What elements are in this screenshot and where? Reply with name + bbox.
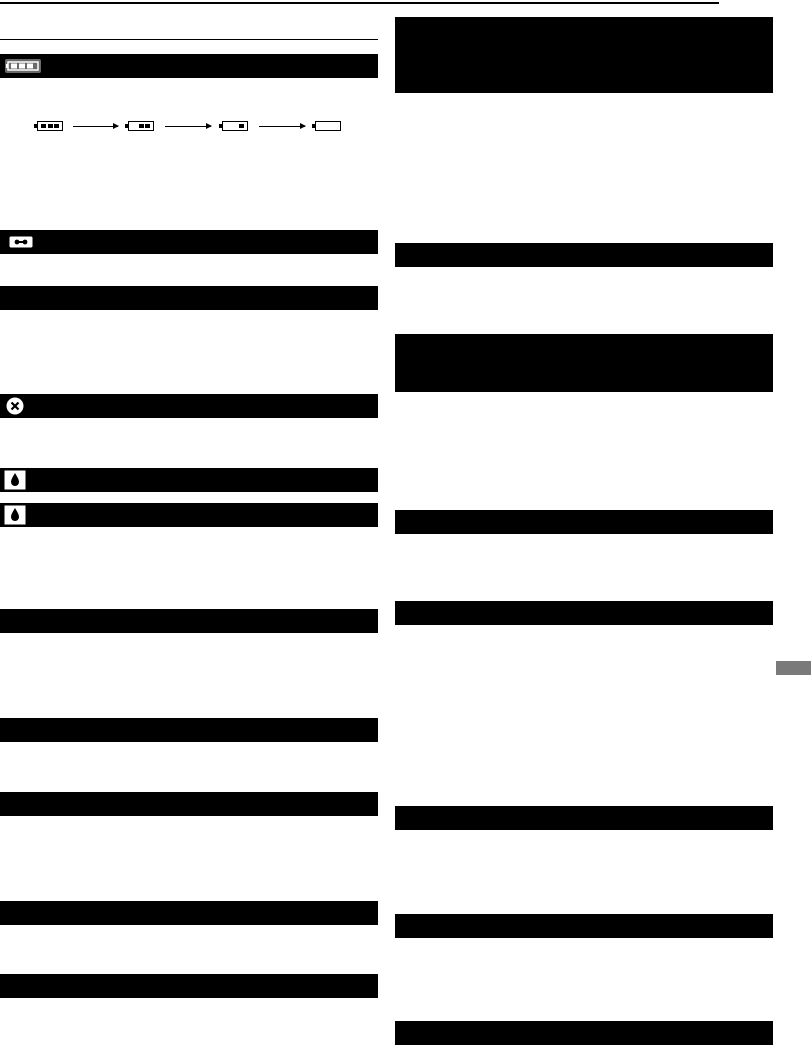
section-bar bbox=[395, 1021, 773, 1045]
section-bar bbox=[395, 601, 773, 625]
section-bar bbox=[395, 914, 773, 938]
section-bar-condensation bbox=[0, 503, 378, 527]
error-x-circle-icon bbox=[6, 397, 24, 415]
battery-icon-2 bbox=[128, 121, 154, 131]
section-bar-battery bbox=[0, 54, 378, 78]
condensation-drop-icon bbox=[4, 505, 26, 525]
section-bar bbox=[395, 510, 773, 534]
condensation-drop-icon bbox=[4, 470, 26, 490]
section-block bbox=[395, 17, 773, 93]
battery-full-icon bbox=[5, 59, 41, 73]
section-block bbox=[395, 334, 773, 392]
arrow-icon bbox=[73, 126, 118, 127]
arrow-icon bbox=[165, 126, 211, 127]
section-bar-condensation bbox=[0, 468, 378, 492]
tape-cassette-icon bbox=[9, 236, 33, 248]
arrow-icon bbox=[259, 126, 305, 127]
section-bar bbox=[395, 806, 773, 830]
top-rule bbox=[0, 2, 719, 4]
section-bar-error bbox=[0, 394, 378, 418]
section-bar bbox=[0, 901, 378, 925]
section-bar bbox=[0, 609, 378, 633]
side-tab-marker bbox=[776, 661, 811, 675]
section-bar bbox=[0, 286, 378, 310]
section-bar bbox=[0, 792, 378, 816]
left-column-rule bbox=[0, 39, 378, 40]
battery-icon-3 bbox=[37, 121, 63, 131]
section-bar bbox=[395, 243, 773, 267]
section-bar-tape bbox=[0, 230, 378, 254]
section-bar bbox=[0, 718, 378, 742]
section-bar bbox=[0, 974, 378, 998]
battery-icon-0 bbox=[315, 121, 341, 131]
battery-icon-1 bbox=[222, 121, 248, 131]
